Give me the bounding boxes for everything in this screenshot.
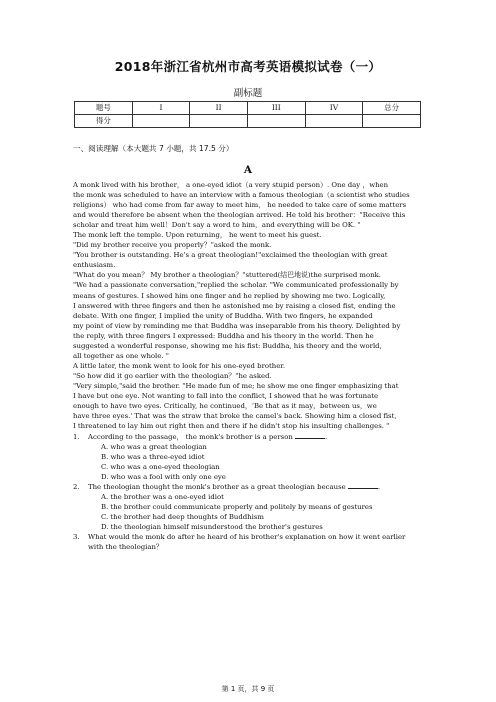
passage-line: enthusiasm. <box>73 261 116 270</box>
question-2 <box>73 482 425 532</box>
score-cell-empty[interactable] <box>247 115 305 128</box>
score-table-cell: 得分 <box>75 115 133 128</box>
passage-body <box>73 180 425 431</box>
option-b[interactable]: B. the brother could communicate properly and politely by means of gestures <box>101 503 373 512</box>
score-table-header-row <box>75 102 421 115</box>
score-cell-empty[interactable] <box>363 115 421 128</box>
passage-line: "What do you mean？ My brother a theologian？"stuttered(结巴地说)the surprised monk. <box>73 271 381 280</box>
passage-line: The monk left the temple. Upon returning， he went to meet his guest. <box>73 231 322 240</box>
question-text: According to the passage， the monk's brother is a person <box>88 433 293 441</box>
answer-blank[interactable] <box>295 432 325 439</box>
question-stem: 2. The theologian thought the monk's brother as a great theologian because . <box>73 483 381 491</box>
passage-line: "Very simple,"said the brother. "He made fun of me; he show me one finger emphasizing that <box>73 381 399 390</box>
question-stem <box>73 532 425 542</box>
passage-line: A monk lived with his brother， a one-eyed idiot（a very stupid person）. One day ，when <box>73 181 389 189</box>
passage-line: have three eyes.' That was the straw that broke the camel's back. Showing him a closed fist, <box>73 412 397 421</box>
option-a[interactable]: A. who was a great theologian <box>101 443 207 452</box>
score-table-cell: 总分 <box>363 102 421 115</box>
score-table-cell: IV <box>305 102 363 115</box>
passage-line: debate. With one finger, I implied the unity of Buddha. With two fingers, he expanded <box>73 311 373 320</box>
passage-line: I answered with three fingers and then he astonished me by raising a closed fist, ending the <box>73 301 396 310</box>
passage-line: all together as one whole. " <box>73 351 169 360</box>
passage-line: and would therefore be absent when the theologian arrived. He told his brother："Receive this <box>73 211 406 220</box>
question-3 <box>73 532 425 552</box>
passage-line: suggested a wonderful response, showing me his fist: Buddha, his theory and the world, <box>73 341 382 350</box>
option-b[interactable]: B. who was a three-eyed idiot <box>101 453 205 462</box>
passage-line: my point of view by reminding me that Buddha was inseparable from his theory. Delighted by <box>73 321 401 330</box>
passage-line: the reply, with three fingers I expressed: Buddha and his theory in the world. Then he <box>73 331 374 340</box>
page-footer: 第 1 页，共 9 页 <box>221 685 275 693</box>
passage-line: A little later, the monk went to look for his one-eyed brother. <box>73 361 286 370</box>
score-table-score-row <box>75 115 421 128</box>
option-a[interactable]: A. the brother was a one-eyed idiot <box>101 493 224 502</box>
option-c[interactable]: C. who was a one-eyed theologian <box>101 463 220 472</box>
passage-line: "We had a passionate conversation,"replied the scholar. "We communicated professionally by <box>73 281 399 290</box>
score-cell-empty[interactable] <box>305 115 363 128</box>
passage-line: "You brother is outstanding. He's a great theologian!"exclaimed the theologian with great <box>73 251 388 260</box>
option-d[interactable]: D. who was a fool with only one eye <box>101 473 226 482</box>
question-text: The theologian thought the monk's brother as a great theologian because <box>88 483 346 491</box>
passage-line: I threatened to lay him out right then and there if he didn't stop his insulting challenges. " <box>73 422 390 431</box>
score-table-cell: III <box>247 102 305 115</box>
option-c[interactable]: C. the brother had deep thoughts of Buddhism <box>101 513 264 522</box>
passage-line: "Did my brother receive you properly？"asked the monk. <box>73 241 272 250</box>
score-cell-empty[interactable] <box>190 115 248 128</box>
page-title: 2018年浙江省杭州市高考英语模拟试卷（一） <box>114 59 382 74</box>
question-1 <box>73 432 425 482</box>
option-d[interactable]: D. the theologian himself misunderstood the brother's gestures <box>101 523 323 532</box>
question-number: 2. <box>73 483 80 491</box>
passage-line: scholar and treat him well！Don't say a word to him，and everything will be OK. " <box>73 221 361 230</box>
question-text: What would the monk do after he heard of his brother's explanation on how it went earlier <box>88 533 406 541</box>
section-heading: 一、阅读理解（本大题共 7 小题，共 17.5 分） <box>73 144 234 153</box>
passage-letter: A <box>243 164 253 176</box>
passage-line: I have but one eye. Not wanting to fall into the conflict, I showed that he was fortunate <box>73 391 379 400</box>
passage-line: the monk was scheduled to have an interview with a famous theologian（a scientist who studies <box>73 191 410 200</box>
score-table <box>74 101 421 128</box>
question-text-continued: with the theologian？ <box>88 543 163 552</box>
passage-line: means of gestures. I showed him one finger and he replied by showing me two. Logically, <box>73 291 386 300</box>
score-table-cell: I <box>132 102 190 115</box>
passage-line: enough to have two eyes. Critically, he continued，‘Be that as it may，between us，we <box>73 402 377 411</box>
question-stem: 1. According to the passage， the monk's brother is a person . <box>73 433 328 441</box>
score-table-cell: 题号 <box>75 102 133 115</box>
question-number: 3. <box>73 533 80 541</box>
score-table-cell: II <box>190 102 248 115</box>
page-subtitle: 副标题 <box>233 88 263 99</box>
passage-line: religions） who had come from far away to meet him， he needed to take care of some matters <box>73 201 407 210</box>
question-number: 1. <box>73 433 80 441</box>
passage-line: "So how did it go earlier with the theologian？"he asked. <box>73 371 272 380</box>
answer-blank[interactable] <box>348 482 378 489</box>
score-cell-empty[interactable] <box>132 115 190 128</box>
